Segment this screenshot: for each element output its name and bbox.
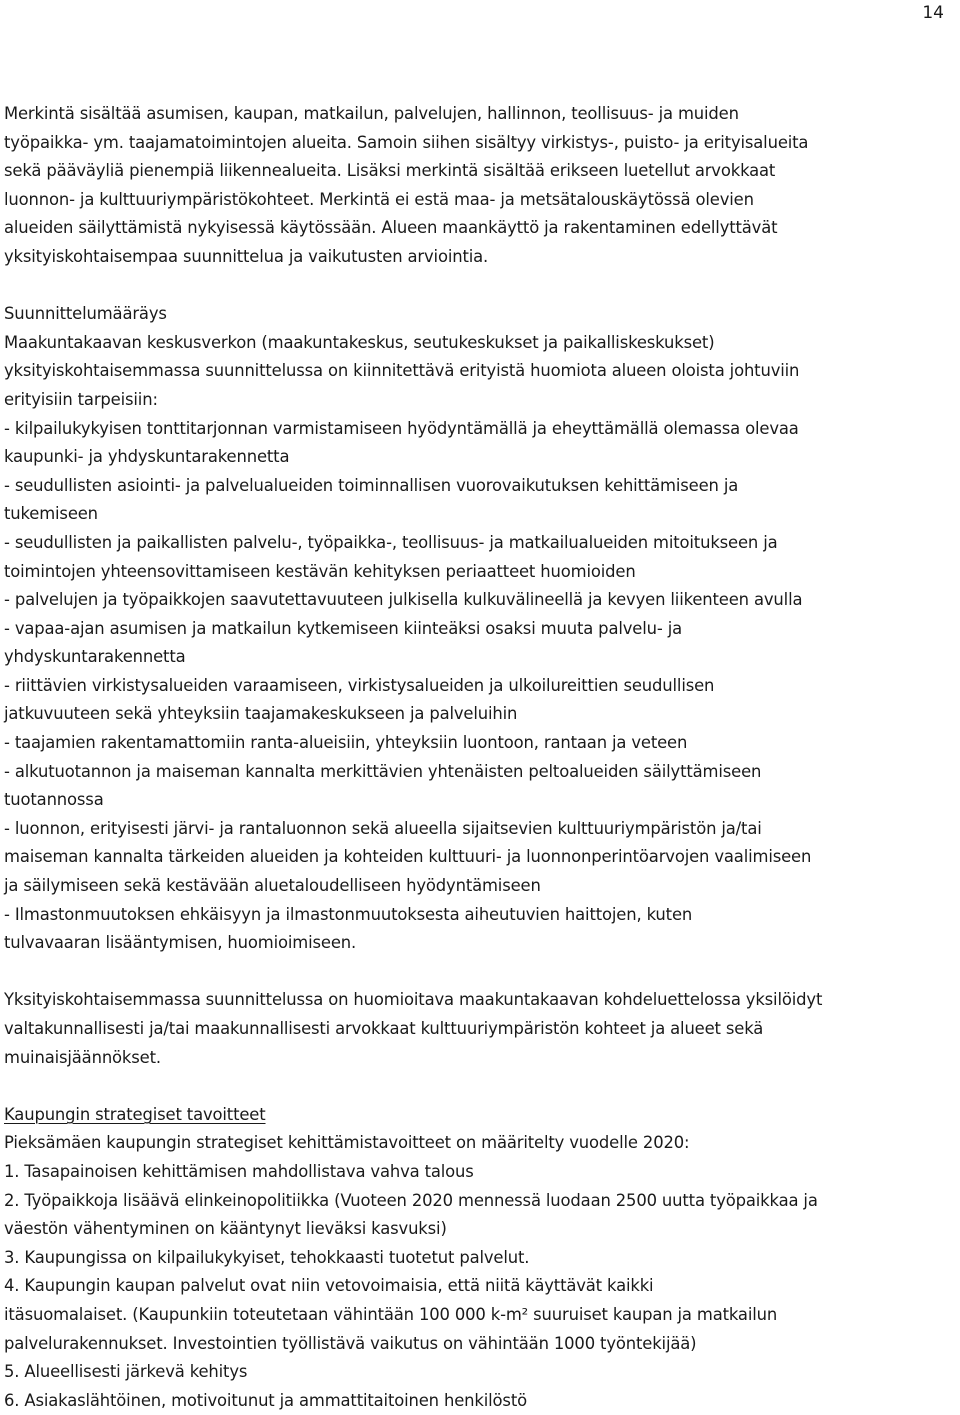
regulation-line: - Ilmastonmuutoksen ehkäisyyn ja ilmastonmuutoksesta aiheutuvien haittojen, kuten <box>4 904 693 924</box>
paragraph-line: valtakunnallisesti ja/tai maakunnallisesti arvokkaat kulttuuriympäristön kohteet ja alueet sekä <box>4 1019 764 1038</box>
intro-paragraph <box>4 100 954 272</box>
paragraph-line: sekä pääväyliä pienempiä liikennealueita. Lisäksi merkintä sisältää erikseen luetellut arvokkaat <box>4 161 776 181</box>
goal-line: 6. Asiakaslähtöinen, motivoitunut ja ammattitaitoinen henkilöstö <box>4 1390 527 1410</box>
regulation-line: yksityiskohtaisemmassa suunnittelussa on kiinnitettävä erityistä huomiota alueen oloista johtuviin <box>4 361 800 381</box>
regulation-line: ja säilymiseen sekä kestävään aluetaloudelliseen hyödyntämiseen <box>4 876 541 896</box>
section-heading-underlined: Kaupungin strategiset tavoitteet <box>4 1104 266 1124</box>
goal-line: 1. Tasapainoisen kehittämisen mahdollistava vahva talous <box>4 1161 474 1181</box>
paragraph-line: alueiden säilyttämistä nykyisessä käytössään. Alueen maankäyttö ja rakentaminen edellyttävät <box>4 218 778 238</box>
regulation-line: - alkutuotannon ja maiseman kannalta merkittävien yhtenäisten peltoalueiden säilyttämiseen <box>4 761 762 781</box>
regulation-line: tulvavaaran lisääntymisen, huomioimiseen. <box>4 933 357 953</box>
regulation-line: - kilpailukykyisen tonttitarjonnan varmistamiseen hyödyntämällä ja eheyttämällä olemassa olevaa <box>4 418 799 438</box>
paragraph-line: työpaikka- ym. taajamatoimintojen alueita. Samoin siihen sisältyy virkistys-, puisto- ja erityisalueita <box>4 132 809 152</box>
paragraph-spacer <box>4 1072 954 1101</box>
goal-line: itäsuomalaiset. (Kaupunkiin toteutetaan vähintään 100 000 k-m² suuruiset kaupan ja matkailun <box>4 1304 778 1324</box>
paragraph-line: luonnon- ja kulttuuriympäristökohteet. Merkintä ei estä maa- ja metsätalouskäytössä olevien <box>4 189 754 209</box>
paragraph-spacer <box>4 958 954 987</box>
paragraph-line: muinaisjäännökset. <box>4 1047 161 1067</box>
page-number: 14 <box>922 3 944 23</box>
regulation-line: - vapaa-ajan asumisen ja matkailun kytkemiseen kiinteäksi osaksi muuta palvelu- ja <box>4 618 682 638</box>
regulation-line: - luonnon, erityisesti järvi- ja rantaluonnon sekä alueella sijaitsevien kulttuuriympäristön ja/tai <box>4 818 762 838</box>
paragraph-line: Merkintä sisältää asumisen, kaupan, matkailun, palvelujen, hallinnon, teollisuus- ja muiden <box>4 104 739 123</box>
paragraph-line: Yksityiskohtaisemmassa suunnittelussa on huomioitava maakuntakaavan kohdeluettelossa yksilöidyt <box>4 990 823 1010</box>
regulation-line: tuotannossa <box>4 790 104 810</box>
regulation-line: tukemiseen <box>4 504 98 524</box>
regulation-line: yhdyskuntarakennetta <box>4 647 186 667</box>
regulation-line: maiseman kannalta tärkeiden alueiden ja kohteiden kulttuuri- ja luonnonperintöarvojen vaalimiseen <box>4 847 812 867</box>
planning-regulation-section <box>4 300 954 958</box>
goal-line: 3. Kaupungissa on kilpailukykyiset, tehokkaasti tuotetut palvelut. <box>4 1247 530 1267</box>
regulation-line: kaupunki- ja yhdyskuntarakennetta <box>4 447 290 467</box>
regulation-line: - palvelujen ja työpaikkojen saavutettavuuteen julkisella kulkuvälineellä ja kevyen liikenteen avulla <box>4 590 803 610</box>
regulation-line: erityisiin tarpeisiin: <box>4 389 158 409</box>
strategic-goals-section <box>4 1101 954 1415</box>
regulation-line: - taajamien rakentamattomiin ranta-alueisiin, yhteyksiin luontoon, rantaan ja veteen <box>4 733 688 753</box>
regulation-line: Maakuntakaavan keskusverkon (maakuntakeskus, seutukeskukset ja paikalliskeskukset) <box>4 332 715 352</box>
goal-line: 2. Työpaikkoja lisäävä elinkeinopolitiikka (Vuoteen 2020 mennessä luodaan 2500 uutta työpaikkaa ja <box>4 1190 818 1210</box>
goal-line: palvelurakennukset. Investointien työllistävä vaikutus on vähintään 1000 työntekijää) <box>4 1333 697 1353</box>
document-body <box>4 100 954 1415</box>
regulation-line: - riittävien virkistysalueiden varaamiseen, virkistysalueiden ja ulkoilureittien seudullisen <box>4 675 715 695</box>
regulation-line: jatkuvuuteen sekä yhteyksiin taajamakeskukseen ja palveluihin <box>4 704 518 724</box>
regulation-line: - seudullisten ja paikallisten palvelu-, työpaikka-, teollisuus- ja matkailualueiden mitoitukseen ja <box>4 532 778 552</box>
goal-line: Pieksämäen kaupungin strategiset kehittämistavoitteet on määritelty vuodelle 2020: <box>4 1133 690 1153</box>
regulation-line: - seudullisten asiointi- ja palvelualueiden toiminnallisen vuorovaikutuksen kehittämiseen ja <box>4 475 739 495</box>
regulation-line: toimintojen yhteensovittamiseen kestävän kehityksen periaatteet huomioiden <box>4 561 636 581</box>
goal-line: 4. Kaupungin kaupan palvelut ovat niin vetovoimaisia, että niitä käyttävät kaikki <box>4 1276 654 1296</box>
paragraph-line: yksityiskohtaisempaa suunnittelua ja vaikutusten arviointia. <box>4 246 489 266</box>
goal-line: väestön vähentyminen on kääntynyt lieväksi kasvuksi) <box>4 1219 447 1239</box>
section-heading: Suunnittelumääräys <box>4 304 167 324</box>
goal-line: 5. Alueellisesti järkevä kehitys <box>4 1362 248 1382</box>
detailed-planning-paragraph <box>4 986 954 1072</box>
paragraph-spacer <box>4 272 954 301</box>
